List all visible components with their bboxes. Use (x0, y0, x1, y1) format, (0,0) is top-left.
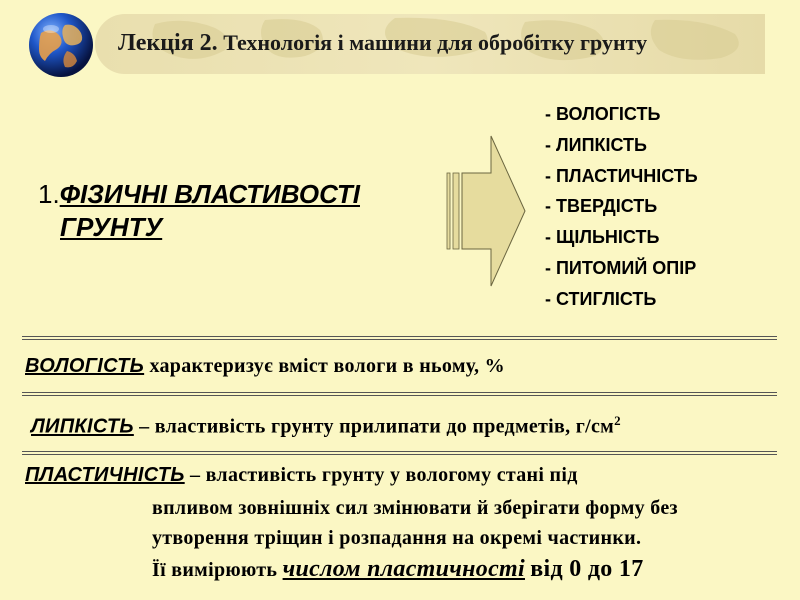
list-item: - ПЛАСТИЧНІСТЬ (545, 165, 698, 186)
definition-moisture-text: характеризує вміст вологи в ньому, % (149, 355, 505, 377)
right-arrow-icon (445, 135, 529, 287)
term-stickiness: ЛИПКІСТЬ (31, 415, 134, 438)
list-item: - ЛИПКІСТЬ (545, 134, 647, 155)
term-moisture: ВОЛОГІСТЬ (25, 355, 145, 377)
term-plasticity: ПЛАСТИЧНІСТЬ (25, 464, 185, 486)
definition-moisture (25, 355, 505, 378)
measure-range: від 0 до 17 (530, 556, 644, 582)
lecture-title-text: Технологія і машини для обробітку грунту (223, 30, 648, 55)
list-item: - ТВЕРДІСТЬ (545, 196, 658, 217)
lecture-title (118, 30, 647, 57)
section-number: 1. (38, 179, 60, 209)
definition-plasticity (25, 464, 578, 487)
definition-stickiness (31, 413, 621, 439)
term-plasticity-number: числом пластичності (282, 556, 525, 582)
properties-list (545, 99, 698, 315)
section-title-line2: ГРУНТУ (60, 212, 163, 242)
lecture-title-prefix: Лекція 2. (118, 30, 218, 56)
list-item: - ЩІЛЬНІСТЬ (545, 227, 660, 248)
divider (22, 392, 777, 396)
divider (22, 451, 777, 455)
definition-plasticity-line2: впливом зовнішніх сил змінювати й зберігати форму без (152, 497, 678, 519)
section-heading (38, 178, 438, 244)
divider (22, 336, 777, 340)
measure-prefix: Її вимірюють (152, 559, 278, 581)
section-title-line1: ФІЗИЧНІ ВЛАСТИВОСТІ (59, 179, 360, 209)
list-item: - СТИГЛІСТЬ (545, 288, 657, 309)
list-item: - ПИТОМИЙ ОПІР (545, 257, 697, 278)
globe-icon (27, 11, 95, 79)
unit-superscript: 2 (614, 413, 621, 428)
definition-plasticity-line4 (152, 556, 644, 583)
list-item: - ВОЛОГІСТЬ (545, 104, 661, 124)
definition-stickiness-text: – властивість грунту прилипати до предметів, г/см (139, 415, 615, 438)
definition-plasticity-line3: утворення тріщин і розпадання на окремі частинки. (152, 527, 642, 549)
definition-plasticity-line1: – властивість грунту у вологому стані під (190, 464, 578, 486)
